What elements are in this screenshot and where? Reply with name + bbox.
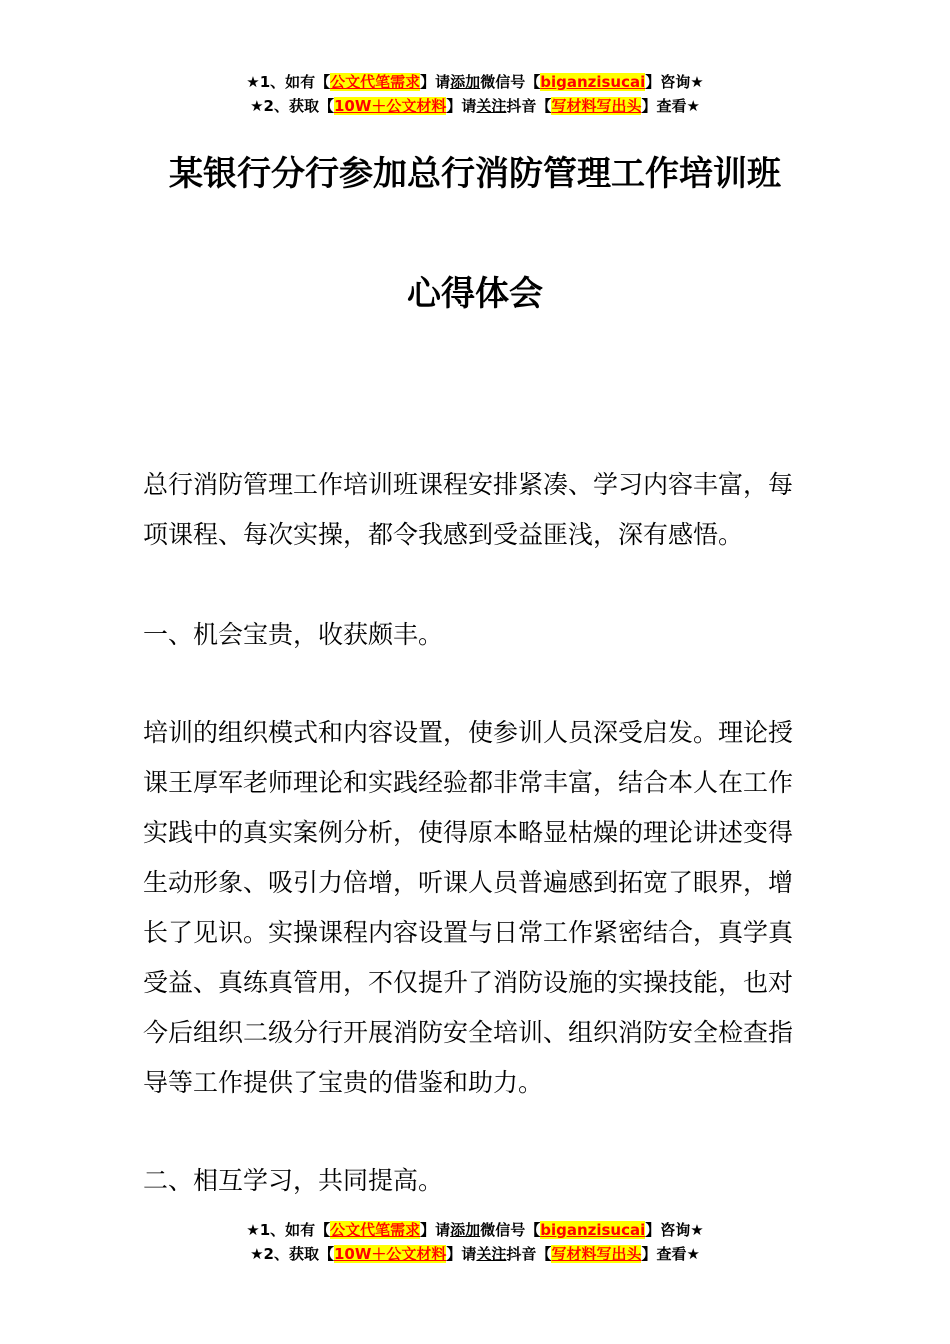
banner-text: 微信号【: [480, 1221, 541, 1239]
banner-emphasis: 添加: [450, 73, 481, 91]
banner-highlight: 公文代笔需求: [330, 1221, 421, 1239]
document-title-line-1: 某银行分行参加总行消防管理工作培训班: [169, 154, 781, 194]
banner-text: 2、获取【: [263, 1245, 334, 1263]
banner-highlight: biganzisucai: [540, 1221, 646, 1239]
banner-text: 】请: [420, 73, 451, 91]
top-banner: [0, 70, 950, 118]
banner-text: 抖音【: [506, 97, 552, 115]
banner-text: 1、如有【: [259, 73, 331, 91]
star-icon: ★: [686, 97, 700, 115]
intro-paragraph: 总行消防管理工作培训班课程安排紧凑、学习内容丰富，每项课程、每次实操，都令我感到受益匪浅，深有感悟。: [143, 470, 794, 549]
banner-line-1: [0, 1218, 950, 1242]
banner-text: 】请: [446, 1245, 477, 1263]
banner-line-2: [0, 1242, 950, 1266]
banner-text: 2、获取【: [263, 97, 334, 115]
section-heading-1: 一、机会宝贵，收获颇丰。: [143, 620, 444, 649]
banner-line-2: [0, 94, 950, 118]
star-icon: ★: [690, 1221, 704, 1239]
banner-highlight: 写材料写出头: [551, 1245, 642, 1263]
star-icon: ★: [250, 1245, 264, 1263]
star-icon: ★: [250, 97, 264, 115]
body-paragraph-1: 培训的组织模式和内容设置，使参训人员深受启发。理论授课王厚军老师理论和实践经验都非常丰富，结合本人在工作实践中的真实案例分析，使得原本略显枯燥的理论讲述变得生动形象、吸引力倍增，听课人员普遍感到拓宽了眼界，增长了见识。实操课程内容设置与日常工作紧密结合，真学真受益、真练真管用，不仅提升了消防设施的实操技能，也对今后组织二级分行开展消防安全培训、组织消防安全检查指导等工作提供了宝贵的借鉴和助力。: [143, 718, 794, 1097]
banner-text: 】请: [420, 1221, 451, 1239]
star-icon: ★: [246, 73, 260, 91]
banner-emphasis: 添加: [450, 1221, 481, 1239]
bottom-banner: [0, 1218, 950, 1266]
banner-line-1: [0, 70, 950, 94]
star-icon: ★: [246, 1221, 260, 1239]
banner-text: 】请: [446, 97, 477, 115]
banner-text: 】咨询: [645, 73, 691, 91]
banner-highlight: 公文代笔需求: [330, 73, 421, 91]
star-icon: ★: [690, 73, 704, 91]
banner-text: 】咨询: [645, 1221, 691, 1239]
banner-highlight: 10W＋公文材料: [333, 1245, 447, 1263]
banner-highlight: biganzisucai: [540, 73, 646, 91]
banner-highlight: 10W＋公文材料: [333, 97, 447, 115]
banner-text: 抖音【: [506, 1245, 552, 1263]
section-heading-2: 二、相互学习，共同提高。: [143, 1166, 444, 1195]
banner-text: 】查看: [641, 97, 687, 115]
banner-text: 】查看: [641, 1245, 687, 1263]
banner-highlight: 写材料写出头: [551, 97, 642, 115]
banner-text: 1、如有【: [259, 1221, 331, 1239]
document-title-line-2: 心得体会: [407, 274, 543, 314]
banner-emphasis: 关注: [476, 97, 507, 115]
banner-emphasis: 关注: [476, 1245, 507, 1263]
star-icon: ★: [686, 1245, 700, 1263]
banner-text: 微信号【: [480, 73, 541, 91]
